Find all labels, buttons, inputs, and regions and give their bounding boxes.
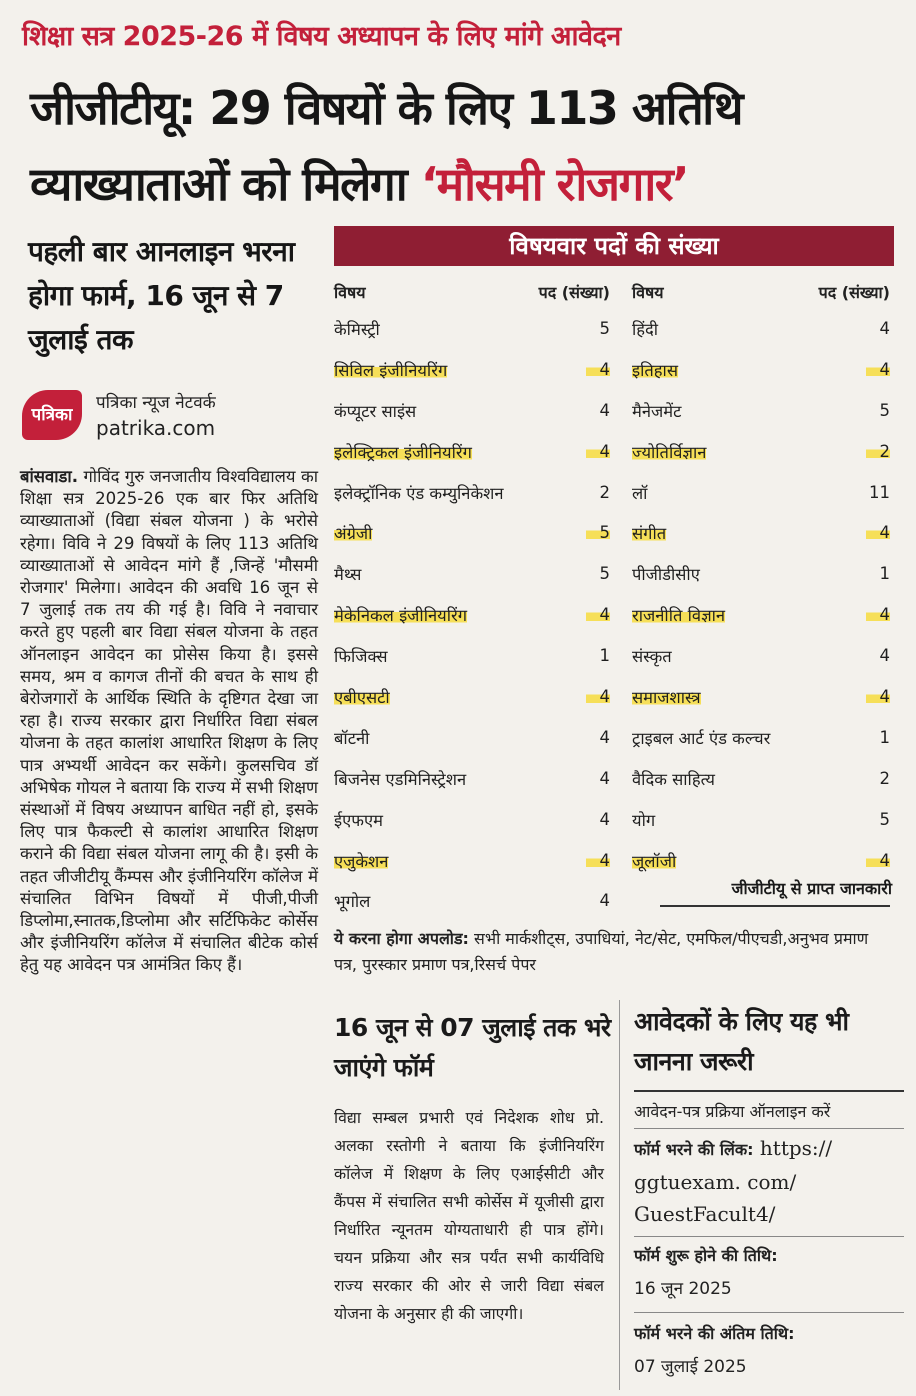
headline — [30, 70, 900, 222]
posts-cell: 4 — [599, 768, 610, 788]
dateline-place: बांसवाडा. — [20, 467, 78, 486]
subject-cell: योग — [632, 810, 656, 830]
info-link — [634, 1132, 904, 1230]
table-row — [632, 472, 890, 513]
posts-cell: 4 — [879, 646, 890, 666]
kicker-line: शिक्षा सत्र 2025-26 में विषय अध्यापन के लिए मांगे आवेदन — [22, 21, 621, 52]
subject-cell: जूलॉजी — [632, 849, 676, 872]
table-row — [334, 799, 610, 840]
subject-cell: संस्कृत — [632, 647, 672, 667]
posts-table-left — [334, 276, 610, 921]
info-box-heading: आवेदकों के लिए यह भी जानना जरूरी — [634, 1007, 849, 1076]
subject-cell: हिंदी — [632, 319, 659, 339]
subject-cell: सिविल इंजीनियरिंग — [334, 358, 447, 381]
posts-cell: 5 — [879, 400, 890, 420]
subject-cell: फिजिक्स — [334, 647, 388, 667]
posts-cell: 4 — [599, 400, 610, 420]
table-header — [334, 276, 610, 308]
table-row — [632, 635, 890, 676]
divider — [634, 1090, 904, 1092]
subheading: पहली बार आनलाइन भरना होगा फार्म, 16 जून से 7 जुलाई तक — [28, 235, 295, 356]
patrika-logo: पत्रिका — [22, 390, 82, 440]
table-title: विषयवार पदों की संख्या — [334, 226, 894, 266]
posts-cell: 4 — [586, 605, 610, 624]
upload-note — [334, 926, 890, 978]
table-header — [632, 276, 890, 308]
table-row — [334, 635, 610, 676]
col-subject-header: विषय — [334, 283, 366, 302]
posts-cell: 5 — [879, 809, 890, 829]
posts-cell: 4 — [599, 809, 610, 829]
posts-cell: 4 — [866, 851, 890, 870]
table-row — [632, 553, 890, 594]
table-row — [632, 308, 890, 349]
subject-cell: अंग्रेजी — [334, 521, 372, 544]
column-divider — [619, 1000, 620, 1390]
posts-cell: 11 — [869, 482, 890, 502]
posts-cell: 1 — [599, 646, 610, 666]
article-body-text: गोविंद गुरु जनजातीय विश्वविद्यालय का शिक्षा सत्र 2025-26 एक बार फिर अतिथि व्याख्याताओं (विद्या संबल योजना ) के भरोसे रहेगा। विवि ने 29 विषयों के लिए 113 अतिथि व्याख्याताओं से आवेदन मांगे हैं ,जिन्हें 'मौसमी रोजगार' मिलेगा। आवेदन की अवधि 16 जून से 7 जुलाई तक तय की गई है। विवि ने नवाचार करते हुए पहली बार विद्या संबल योजना के तहत ऑनलाइन आवेदन का प्रोसेस किया है। इससे समय, श्रम व कागज तीनों की बचत के साथ ही बेरोजगारों के आर्थिक स्थिति के दृष्टिगत देखा जा रहा है। राज्य सरकार द्वारा निर्धारित विद्या संबल योजना के तहत कालांश आधारित शिक्षण के लिए पात्र अभ्यर्थी आवेदन कर सकेंगे। कुलसचिव डॉ अभिषेक गोयल ने बताया कि राज्य में सभी शिक्षण संस्थाओं में विषय अध्यापन बाधित नहीं हो, इसके लिए पात्र फैकल्टी से कालांश आधारित शिक्षण कराने की विद्या संबल योजना लागू की है। इसी के तहत जीजीटीयू कैंम्पस और इंजीनियरिंग कॉलेज में संचालित विभिन विषयों में पीजी,पीजी डिप्लोमा,स्नातक,डिप्लोमा और सर्टिफिकेट कोर्सेस और इंजीनियरिंग कॉलेज में संचालित बीटेक कोर्स हेतु यह आवेदन पत्र आमंत्रित किए हैं। — [20, 467, 318, 975]
byline-site: patrika.com — [96, 416, 216, 440]
table-row — [632, 390, 890, 431]
posts-cell: 2 — [866, 442, 890, 461]
divider — [634, 1128, 904, 1129]
subject-cell: कंप्यूटर साइंस — [334, 401, 417, 421]
table-row — [334, 308, 610, 349]
subject-cell: राजनीति विज्ञान — [632, 603, 725, 626]
info-intro: आवेदन-पत्र प्रक्रिया ऑनलाइन करें — [634, 1102, 831, 1121]
table-row — [632, 758, 890, 799]
posts-cell: 1 — [879, 564, 890, 584]
posts-table-right — [632, 276, 890, 880]
table-row — [334, 758, 610, 799]
end-label: फॉर्म भरने की अंतिम तिथि: — [634, 1324, 795, 1343]
divider — [634, 1236, 904, 1237]
posts-cell: 5 — [599, 564, 610, 584]
table-row — [632, 512, 890, 553]
headline-line-2 — [30, 146, 900, 222]
subject-cell: एजुकेशन — [334, 849, 388, 872]
table-row — [632, 717, 890, 758]
divider — [660, 905, 890, 907]
subject-cell: मैथ्स — [334, 565, 362, 585]
start-value: 16 जून 2025 — [634, 1279, 732, 1299]
posts-cell: 4 — [599, 727, 610, 747]
byline-name: पत्रिका न्यूज नेटवर्क — [96, 393, 216, 413]
table-row — [632, 594, 890, 635]
subject-cell: भूगोल — [334, 892, 371, 912]
article-body — [20, 466, 318, 977]
subject-cell: बिजनेस एडमिनिस्ट्रेशन — [334, 769, 467, 789]
posts-cell: 2 — [599, 482, 610, 502]
subject-cell: मेकेनिकल इंजीनियरिंग — [334, 603, 467, 626]
table-row — [334, 512, 610, 553]
table-row — [334, 553, 610, 594]
subject-cell: संगीत — [632, 521, 666, 544]
subject-cell: एबीएसटी — [334, 685, 390, 708]
table-row — [334, 472, 610, 513]
posts-cell: 5 — [586, 523, 610, 542]
table-row — [334, 390, 610, 431]
subject-cell: पीजीडीसीए — [632, 565, 700, 585]
subject-cell: इतिहास — [632, 358, 678, 381]
table-row — [334, 349, 610, 390]
link-part-3[interactable]: GuestFacult4/ — [634, 1202, 776, 1226]
headline-quote: ‘मौसमी रोजगार’ — [420, 157, 689, 211]
posts-cell: 4 — [586, 442, 610, 461]
table-row — [334, 431, 610, 472]
link-part-1[interactable]: https:// — [759, 1136, 833, 1160]
table-rows — [632, 308, 890, 880]
posts-cell: 4 — [879, 318, 890, 338]
table-row — [334, 717, 610, 758]
posts-cell: 4 — [866, 523, 890, 542]
upload-label: ये करना होगा अपलोड: — [334, 929, 469, 948]
table-source: जीजीटीयू से प्राप्त जानकारी — [731, 879, 892, 898]
byline — [22, 390, 322, 450]
subject-cell: वैदिक साहित्य — [632, 769, 715, 789]
col-posts-header: पद (संख्या) — [818, 283, 890, 302]
table-row — [632, 676, 890, 717]
link-label: फॉर्म भरने की लिंक: — [634, 1140, 754, 1159]
posts-cell: 4 — [866, 360, 890, 379]
start-label: फॉर्म शुरू होने की तिथि: — [634, 1246, 778, 1265]
posts-cell: 5 — [599, 318, 610, 338]
table-row — [632, 840, 890, 881]
posts-cell: 4 — [586, 360, 610, 379]
table-row — [632, 349, 890, 390]
table-row — [334, 594, 610, 635]
col-subject-header: विषय — [632, 283, 664, 302]
posts-cell: 4 — [599, 891, 610, 911]
divider — [634, 1312, 904, 1313]
middle-heading: 16 जून से 07 जुलाई तक भरे जाएंगे फॉर्म — [334, 1013, 611, 1082]
upload-text: सभी मार्कशीट्स, उपाधियां, नेट/सेट, एमफिल/पीएचडी,अनुभव प्रमाण पत्र, पुरस्कार प्रमाण पत्र,रिसर्च पेपर — [334, 929, 869, 974]
col-posts-header: पद (संख्या) — [538, 283, 610, 302]
subject-cell: बॉटनी — [334, 728, 370, 748]
subject-cell: केमिस्ट्री — [334, 319, 380, 339]
middle-text: विद्या सम्बल प्रभारी एवं निदेशक शोध प्रो. अलका रस्तोगी ने बताया कि इंजीनियरिंग कॉलेज में शिक्षण के लिए एआईसीटी और कैंपस में संचालित सभी कोर्सेस में यूजीसी द्वारा निर्धारित न्यूनतम योग्यताधारी ही पात्र होंगे। चयन प्रक्रिया और सत्र पर्यंत सभी कार्यविधि राज्य सरकार की ओर से जारी विद्या संबल योजना के अनुसार ही की जाएगी। — [334, 1108, 604, 1323]
subject-cell: ट्राइबल आर्ट एंड कल्चर — [632, 728, 771, 748]
subject-cell: समाजशास्त्र — [632, 685, 701, 708]
posts-cell: 4 — [866, 687, 890, 706]
end-value: 07 जुलाई 2025 — [634, 1357, 747, 1377]
posts-cell: 4 — [866, 605, 890, 624]
table-row — [334, 840, 610, 881]
table-row — [334, 676, 610, 717]
posts-cell: 1 — [879, 727, 890, 747]
table-row — [632, 431, 890, 472]
posts-cell: 2 — [879, 768, 890, 788]
subject-cell: इलेक्ट्रिकल इंजीनियरिंग — [334, 440, 472, 463]
info-start-date — [634, 1244, 904, 1299]
posts-cell: 4 — [586, 687, 610, 706]
subject-cell: इलेक्ट्रॉनिक एंड कम्युनिकेशन — [334, 483, 504, 503]
info-end-date — [634, 1322, 904, 1377]
subject-cell: लॉ — [632, 483, 648, 503]
table-row — [334, 880, 610, 921]
table-row — [632, 799, 890, 840]
subject-cell: ईएफएम — [334, 810, 383, 830]
posts-cell: 4 — [586, 851, 610, 870]
subject-cell: ज्योतिर्विज्ञान — [632, 440, 706, 463]
link-part-2[interactable]: ggtuexam. com/ — [634, 1170, 797, 1194]
headline-line-1: जीजीटीयू: 29 विषयों के लिए 113 अतिथि — [30, 81, 743, 135]
subject-cell: मैनेजमेंट — [632, 401, 682, 421]
headline-prefix: व्याख्याताओं को मिलेगा — [30, 157, 407, 211]
table-rows — [334, 308, 610, 921]
